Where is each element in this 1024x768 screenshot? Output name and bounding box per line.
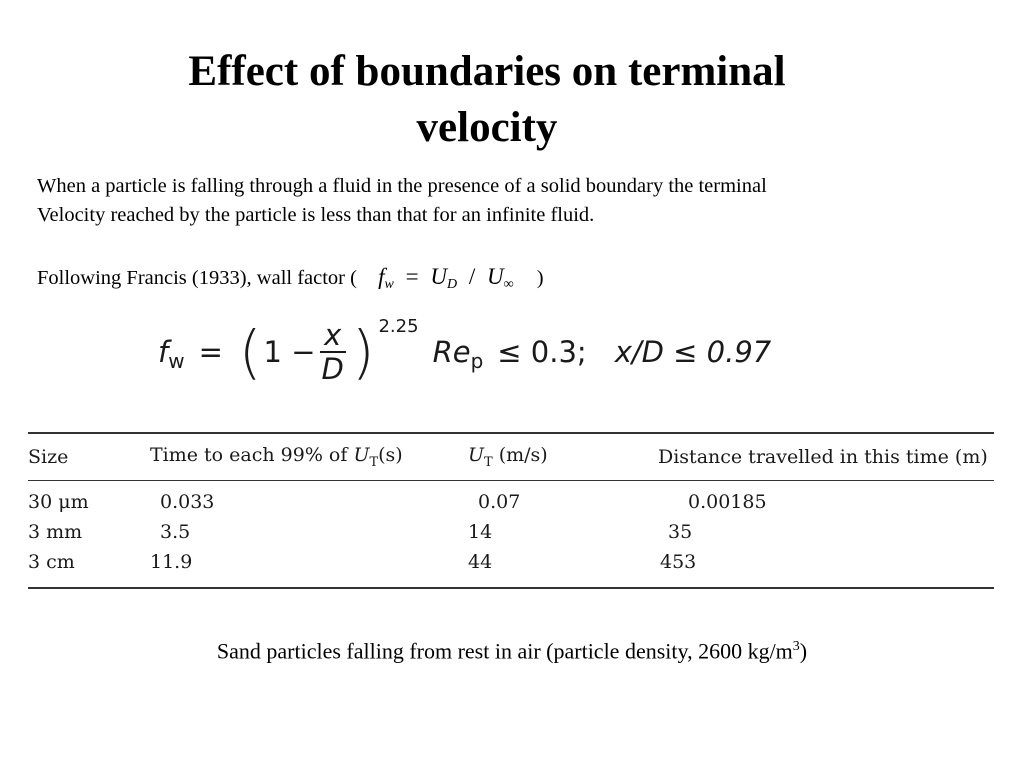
formula-close-paren: ) — [351, 318, 375, 386]
wf-f: f — [378, 264, 385, 289]
wf-equals: = — [405, 264, 419, 289]
wf-u2: U — [486, 264, 504, 289]
formula-fraction — [320, 319, 346, 385]
wall-factor-text: Following Francis (1933), wall factor ( — [37, 267, 357, 289]
cell-time: 0.033 — [160, 491, 215, 513]
table-header-rule — [28, 480, 994, 481]
wall-factor-line — [37, 262, 544, 300]
formula-numerator: x — [324, 318, 342, 352]
cell-distance: 453 — [660, 551, 697, 573]
table-row — [28, 547, 994, 577]
formula-denominator: D — [321, 352, 344, 386]
header-distance: Distance travelled in this time (m) — [658, 446, 988, 468]
cell-time: 11.9 — [150, 551, 193, 573]
data-table — [28, 434, 994, 480]
wf-u: U — [430, 264, 447, 289]
title-line-2: velocity — [416, 104, 558, 151]
cell-size: 3 cm — [28, 551, 75, 573]
cell-ut: 14 — [468, 521, 493, 543]
cell-ut: 44 — [468, 551, 493, 573]
wf-close: ) — [536, 267, 544, 289]
wf-slash: / — [468, 264, 476, 289]
wall-factor-equation — [378, 262, 513, 300]
table-row — [28, 487, 994, 517]
cell-size: 30 μm — [28, 491, 89, 513]
intro-line-2: Velocity reached by the particle is less than that for an infinite fluid. — [37, 204, 595, 226]
formula-condition-2: x/D ≤ 0.97 — [614, 335, 772, 369]
terminal-velocity-table — [28, 432, 994, 589]
formula-condition-1: ≤ 0.3; — [497, 335, 587, 369]
cell-size: 3 mm — [28, 521, 83, 543]
caption-sup: 3 — [792, 639, 800, 654]
header-time: Time to each 99% of $U_T(s)$ — [150, 444, 403, 470]
table-caption — [0, 630, 1024, 668]
wf-u2-sub: ∞ — [503, 277, 514, 292]
cell-distance: 35 — [668, 521, 693, 543]
cell-distance: 0.00185 — [688, 491, 767, 513]
table-header-row — [28, 434, 994, 480]
formula-f: f — [158, 335, 169, 369]
cell-ut: 0.07 — [478, 491, 521, 513]
formula-re: Re — [432, 335, 471, 369]
header-ut: $U_T$ (m/s) — [468, 444, 548, 470]
caption-text: Sand particles falling from rest in air (particle density, 2600 kg/m — [216, 638, 793, 664]
table-row — [28, 517, 994, 547]
header-size: Size — [28, 446, 69, 468]
formula-one-minus: 1 − — [263, 335, 316, 369]
caption-close: ) — [799, 638, 808, 664]
formula-open-paren: ( — [238, 318, 262, 386]
wall-factor-formula — [158, 312, 771, 392]
formula-f-sub: w — [168, 349, 185, 373]
title-line-1: Effect of boundaries on terminal — [188, 48, 786, 95]
data-table-body — [28, 487, 994, 577]
intro-paragraph — [37, 172, 997, 230]
wf-u-sub: D — [446, 277, 458, 292]
wf-f-sub: w — [384, 277, 394, 292]
slide-title — [0, 44, 974, 156]
formula-re-sub: p — [470, 349, 484, 373]
formula-equals: = — [198, 335, 223, 369]
formula-exponent: 2.25 — [378, 315, 419, 337]
cell-time: 3.5 — [160, 521, 191, 543]
table-bottom-rule — [28, 587, 994, 589]
intro-line-1: When a particle is falling through a fluid in the presence of a solid boundary the terminal — [37, 175, 767, 197]
